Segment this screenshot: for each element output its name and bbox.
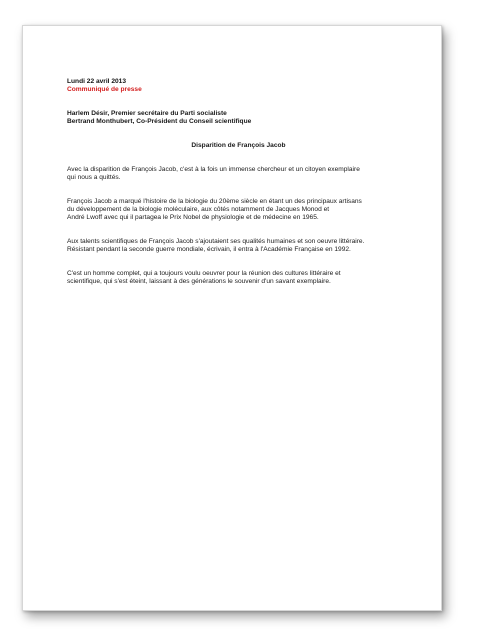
press-release-label: Communiqué de presse [67, 86, 142, 93]
paragraph-line: scientifique, qui s'est éteint, laissant à des générations le souvenir d'un savant exemplaire. [67, 278, 331, 285]
paragraph-line: du développement de la biologie moléculaire, aux côtés notamment de Jacques Monod et [67, 206, 330, 213]
author-line: Harlem Désir, Premier secrétaire du Parti socialiste [67, 110, 227, 117]
paragraph-line: Résistant pendant la seconde guerre mondiale, écrivain, il entra à l'Académie Française en 1992. [67, 246, 351, 253]
paragraph-line: qui nous a quittés. [67, 174, 121, 181]
author-line: Bertrand Monthubert, Co-Président du Conseil scientifique [67, 118, 252, 125]
paragraph-line: André Lwoff avec qui il partagea le Prix Nobel de physiologie et de médecine en 1965. [67, 214, 319, 221]
paragraph [67, 198, 410, 222]
paragraph-line: Avec la disparition de François Jacob, c'est à la fois un immense chercheur et un citoyen exemplaire [67, 166, 360, 173]
authors-block [67, 110, 410, 126]
document-content [67, 78, 410, 286]
document-page [22, 25, 442, 611]
paragraph [67, 238, 410, 254]
paragraph-line: François Jacob a marqué l'histoire de la biologie du 20ème siècle en étant un des principaux artisans [67, 198, 362, 205]
paragraph-line: C'est un homme complet, qui a toujours voulu oeuvrer pour la réunion des cultures littéraire et [67, 270, 341, 277]
document-title: Disparition de François Jacob [191, 142, 286, 149]
paragraph [67, 166, 410, 182]
document-date: Lundi 22 avril 2013 [67, 78, 127, 85]
paragraph-line: Aux talents scientifiques de François Jacob s'ajoutaient ses qualités humaines et son oeuvre littéraire. [67, 238, 365, 245]
paragraph [67, 270, 410, 286]
